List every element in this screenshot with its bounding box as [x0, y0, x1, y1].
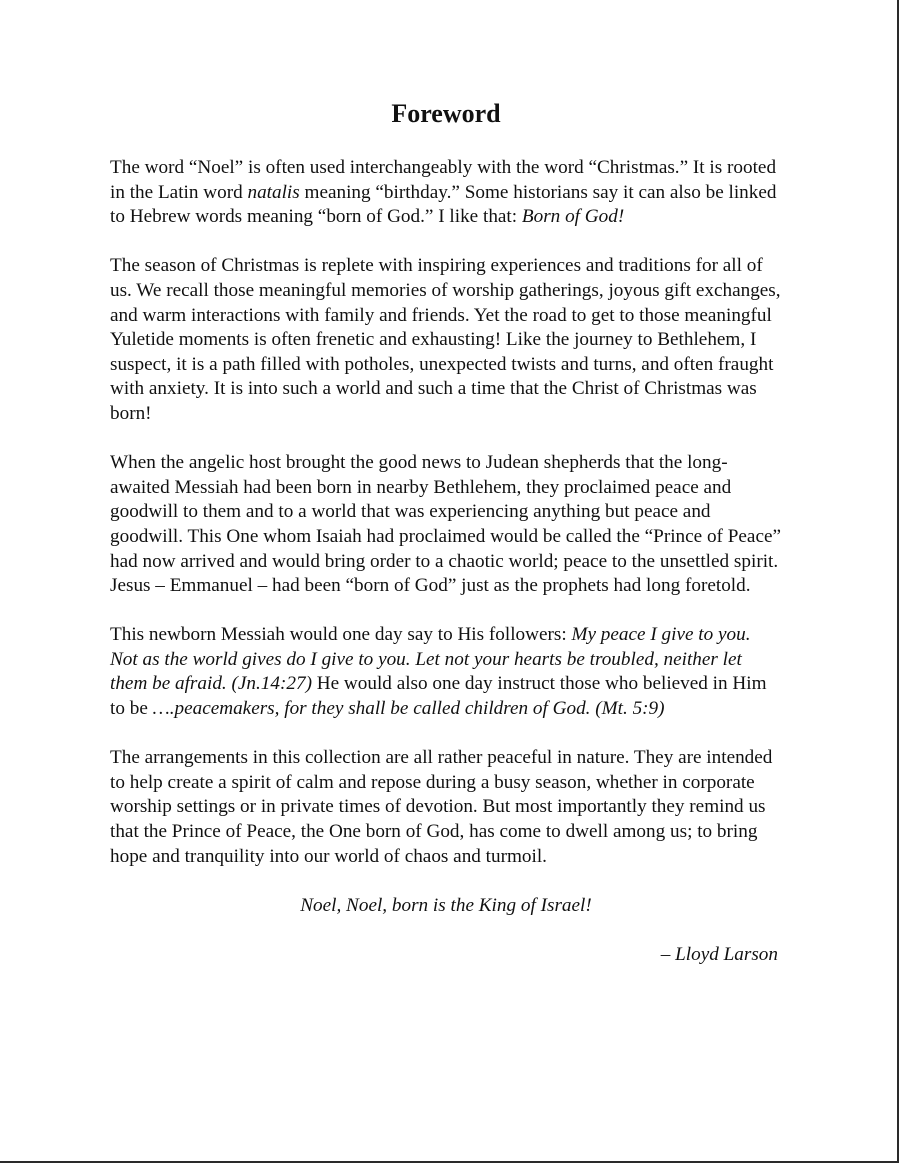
paragraph-4-italic-quote-mt: ….peacemakers, for they shall be called children of God. (Mt. 5:9) [152, 698, 665, 720]
author-signature: – Lloyd Larson [660, 944, 778, 966]
paragraph-4-italic-quote-jn: My peace I give to you. Not as the world gives do I give to you. Let not your hearts be troubled, neither let them be afraid. (Jn.14:27) [110, 624, 751, 695]
paragraph-4-text-c: He would also one day instruct those who believed in Him to be [110, 673, 767, 720]
paragraph-1-text-c: meaning “birthday.” Some historians say it can also be linked to Hebrew words meaning “born of God.” I like that: [110, 181, 777, 228]
paragraph-1-text-a: The word “Noel” is often used interchangeably with the word “Christmas.” It is rooted in the Latin word [110, 157, 777, 203]
paragraph-2: The season of Christmas is replete with inspiring experiences and traditions for all of us. We recall those meaningful memories of worship gatherings, joyous gift exchanges, and warm interactions with family and friends. Yet the road to get to those meaningful Yuletide moments is often frenetic and exhausting! Like the journey to Bethlehem, I suspect, it is a path filled with potholes, unexpected twists and turns, and often fraught with anxiety. It is into such a world and such a time that the Christ of Christmas was born! [110, 255, 781, 424]
paragraph-5: The arrangements in this collection are all rather peaceful in nature. They are intended to help create a spirit of calm and repose during a busy season, whether in corporate worship settings or in private times of devotion. But most importantly they remind us that the Prince of Peace, the One born of God, has come to dwell among us; to bring hope and tranquility into our world of chaos and turmoil. [110, 747, 773, 867]
paragraph-4-text-a: This newborn Messiah would one day say to His followers: [110, 624, 572, 646]
paragraph-1-italic-natalis: natalis [247, 181, 300, 203]
paragraph-1 [110, 156, 782, 230]
paragraph-4 [110, 623, 782, 721]
page-title: Foreword [391, 99, 501, 128]
foreword-content [110, 96, 782, 968]
closing-line: Noel, Noel, born is the King of Israel! [300, 894, 592, 916]
paragraph-3: When the angelic host brought the good news to Judean shepherds that the long-awaited Messiah had been born in nearby Bethlehem, they proclaimed peace and goodwill to them and to a world that was experiencing anything but peace and goodwill. This One whom Isaiah had proclaimed would be called the “Prince of Peace” had now arrived and would bring order to a chaotic world; peace to the unsettled spirit. Jesus – Emmanuel – had been “born of God” just as the prophets had long foretold. [110, 452, 782, 597]
paragraph-1-italic-born-of-god: Born of God! [521, 206, 625, 228]
